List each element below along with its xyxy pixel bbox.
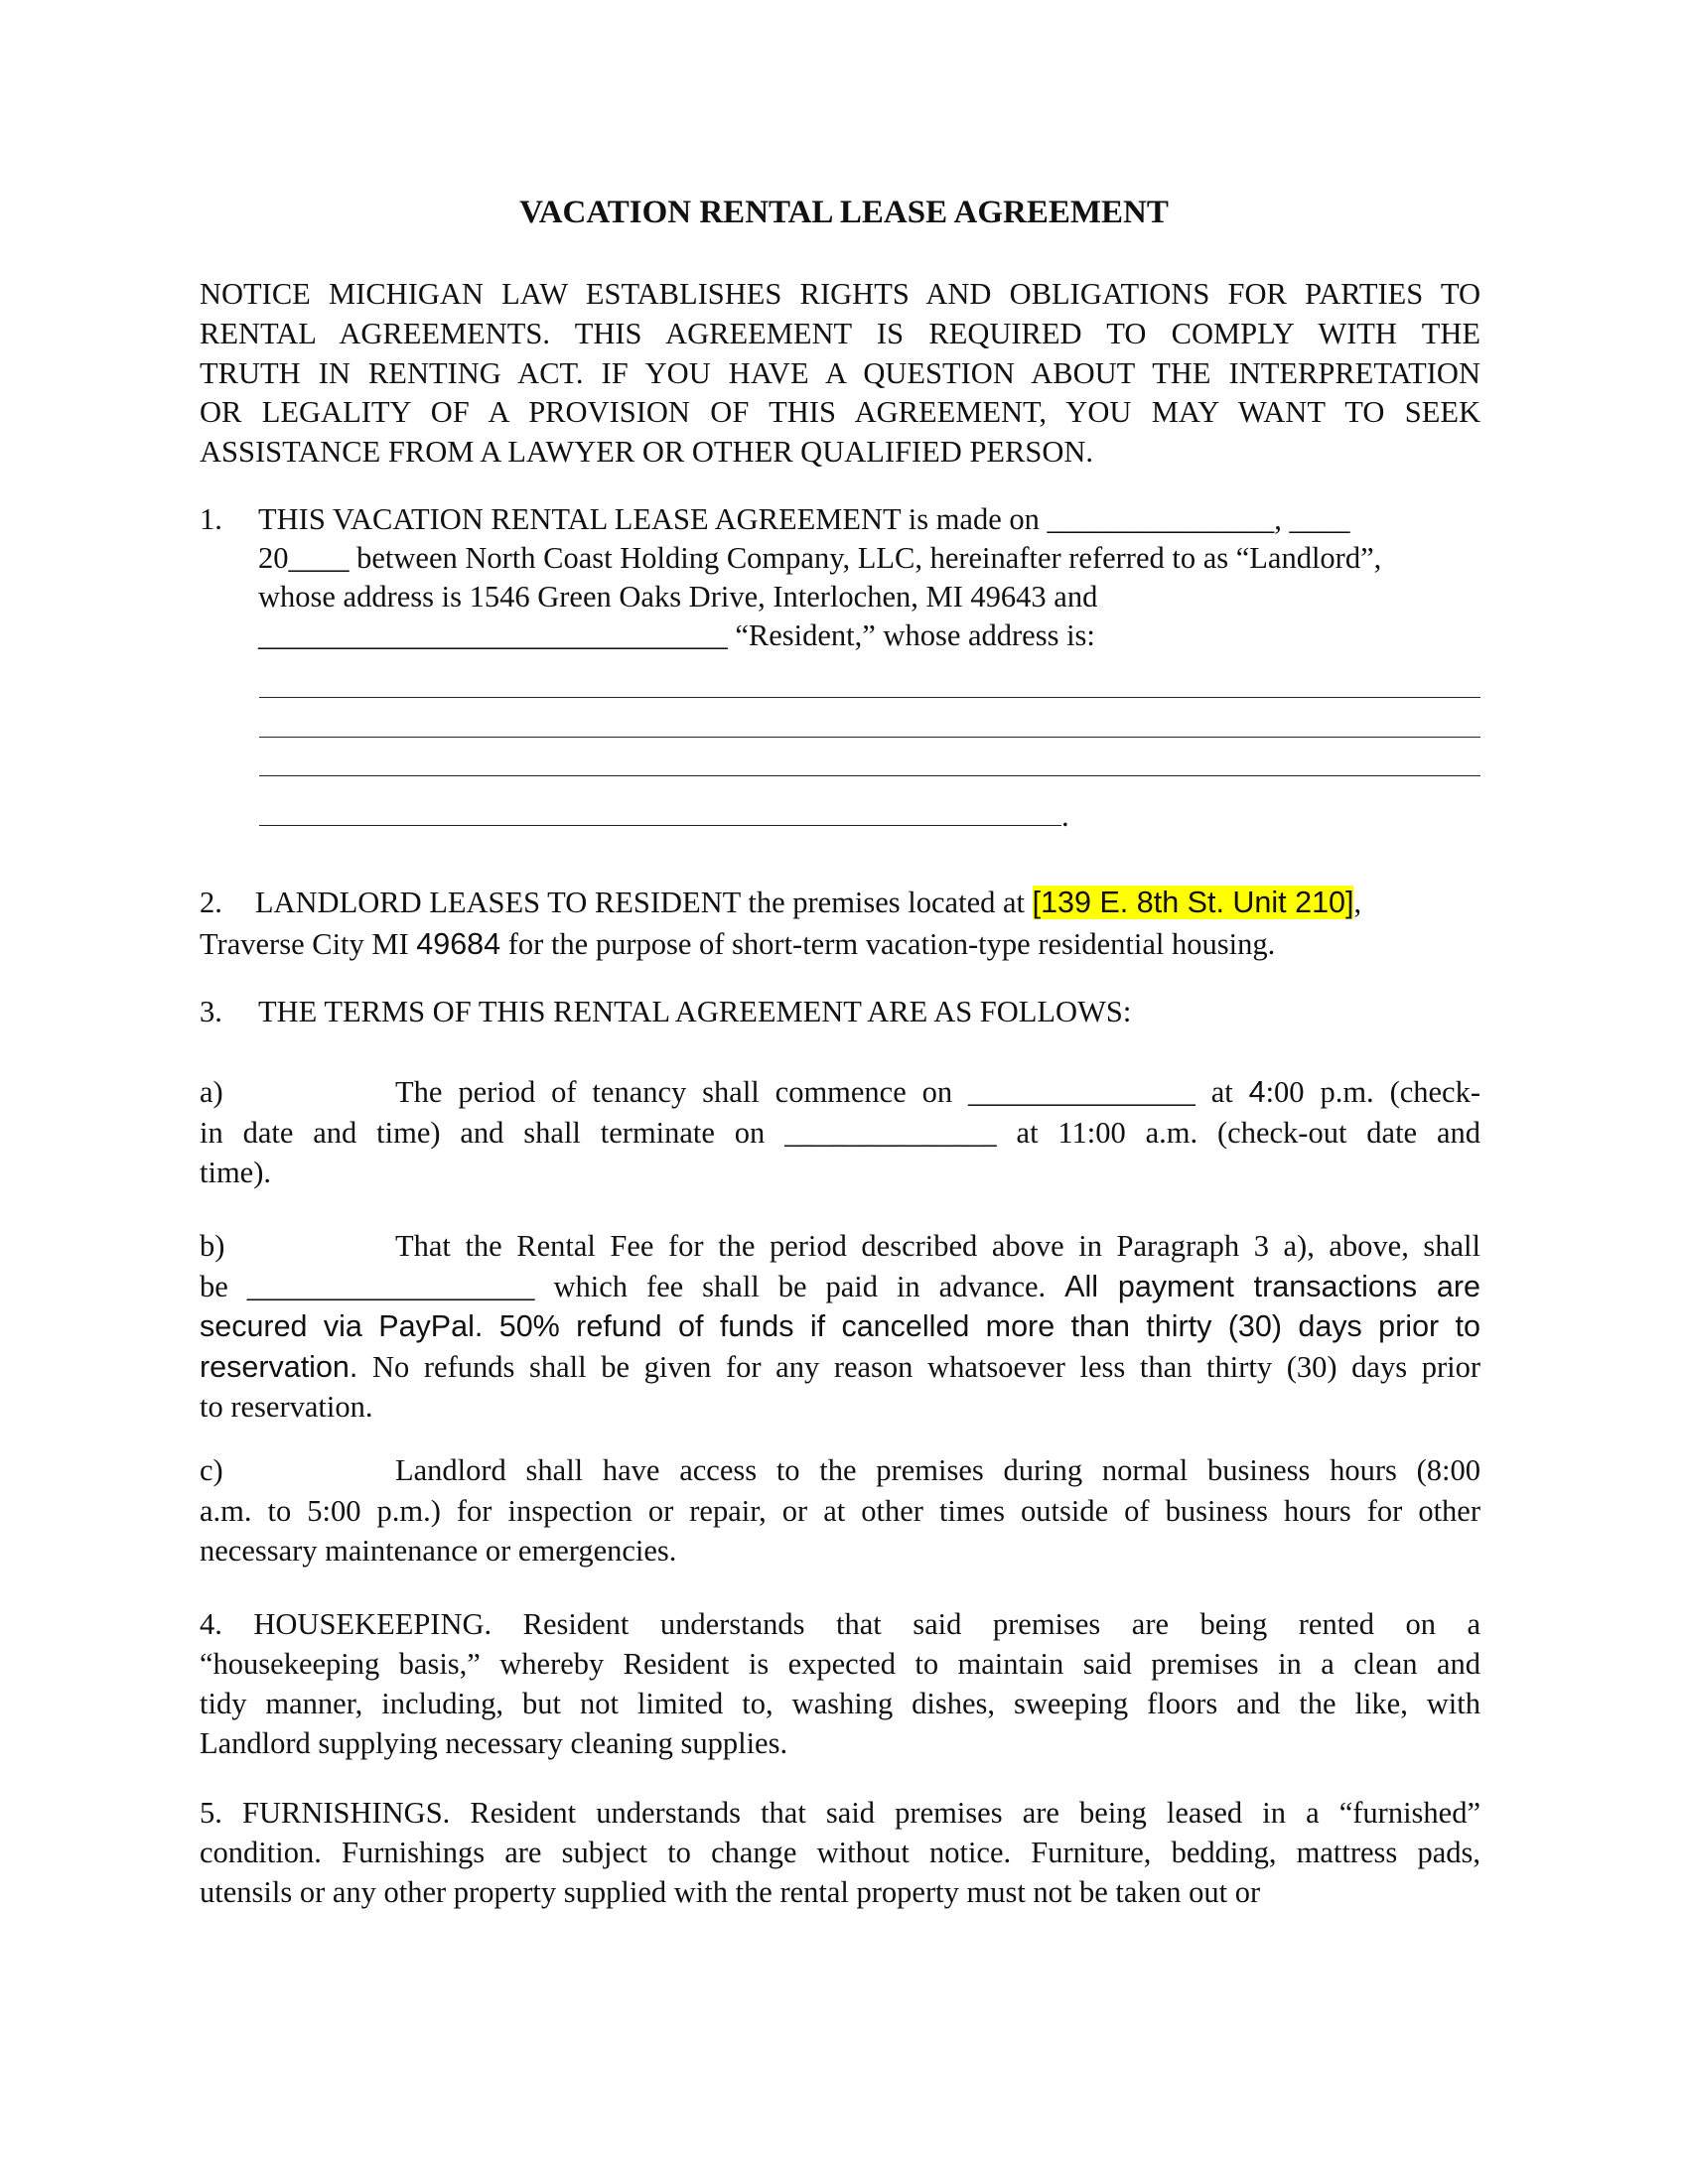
section-5-line: utensils or any other property supplied with the rental property must not be taken out or (200, 1875, 1261, 1910)
address-blank-line[interactable] (259, 737, 1480, 738)
document-title: VACATION RENTAL LEASE AGREEMENT (519, 195, 1169, 230)
section-number: 3. (200, 995, 222, 1028)
section-number: 2. (200, 886, 222, 919)
resident-address-blanks (259, 697, 1480, 815)
clause-a-text: The period of tenancy shall commence on _______________ at (395, 1075, 1249, 1109)
address-blank-line[interactable] (259, 775, 1480, 776)
section-1-line: whose address is 1546 Green Oaks Drive, Interlochen, MI 49643 and (258, 580, 1098, 614)
clause-b-line (200, 1347, 1480, 1388)
notice-line: OR LEGALITY OF A PROVISION OF THIS AGREEMENT, YOU MAY WANT TO SEEK (200, 395, 1480, 430)
section-4-housekeeping (200, 1605, 1480, 1764)
section-number: 1. (200, 502, 222, 536)
section-1-row (200, 618, 1480, 657)
section-2-line-2 (200, 923, 1480, 965)
section-5-line: condition. Furnishings are subject to change without notice. Furniture, bedding, mattress pads, (200, 1836, 1480, 1870)
clause-b-line: secured via PayPal. 50% refund of funds if cancelled more than thirty (30) days prior to (200, 1309, 1480, 1344)
clause-c-line (200, 1450, 1480, 1491)
section-4-line: “housekeeping basis,” whereby Resident is expected to maintain said premises in a clean and (200, 1646, 1480, 1681)
clause-b-text: That the Rental Fee for the period described above in Paragraph 3 a), above, shall (395, 1229, 1480, 1263)
purpose-text: for the purpose of short-term vacation-type residential housing. (500, 927, 1276, 961)
address-blank-line[interactable] (259, 799, 1061, 826)
clause-c-line: necessary maintenance or emergencies. (200, 1534, 677, 1569)
clause-a-line (200, 1072, 1480, 1113)
section-4-line: tidy manner, including, but not limited to, washing dishes, sweeping floors and the like, with (200, 1686, 1480, 1720)
clause-b-text: No refunds shall be given for any reason whatsoever less than thirty (30) days prior (357, 1349, 1480, 1384)
section-2-comma: , (1353, 886, 1362, 919)
notice-line: NOTICE MICHIGAN LAW ESTABLISHES RIGHTS AND OBLIGATIONS FOR PARTIES TO (200, 277, 1480, 311)
clause-a-text: :00 p.m. (check- (1265, 1075, 1480, 1109)
notice-line: ASSISTANCE FROM A LAWYER OR OTHER QUALIFIED PERSON. (200, 435, 1094, 470)
section-1-line: 20____ between North Coast Holding Company, LLC, hereinafter referred to as “Landlord”, (258, 541, 1382, 575)
address-blank-line[interactable] (259, 697, 1480, 698)
clause-b-rental-fee (200, 1226, 1480, 1428)
paypal-text: reservation. (200, 1349, 358, 1384)
section-2-line-1 (200, 882, 1480, 923)
section-1-line: THIS VACATION RENTAL LEASE AGREEMENT is made on _______________, ____ (258, 502, 1350, 536)
clause-c-text: Landlord shall have access to the premises during normal business hours (8:00 (395, 1453, 1480, 1487)
clause-b-line (200, 1226, 1480, 1267)
address-period: . (1061, 799, 1069, 833)
clause-c-line: a.m. to 5:00 p.m.) for inspection or repair, or at other times outside of business hours for other (200, 1493, 1480, 1528)
clause-a-tenancy-period (200, 1072, 1480, 1193)
section-2-lead: LANDLORD LEASES TO RESIDENT the premises located at (254, 886, 1033, 919)
zip-code: 49684 (416, 927, 501, 961)
section-1-row (200, 541, 1480, 580)
clause-label: c) (200, 1453, 223, 1487)
resident-address-last-line (259, 799, 1069, 834)
notice-line: RENTAL AGREEMENTS. THIS AGREEMENT IS REQUIRED TO COMPLY WITH THE (200, 316, 1480, 350)
clause-label: a) (200, 1075, 223, 1109)
resident-name-line: _______________________________ “Resident,” whose address is: (258, 618, 1095, 652)
clause-b-line: to reservation. (200, 1390, 373, 1425)
section-1-row (200, 580, 1480, 618)
city-text: Traverse City MI (200, 927, 417, 961)
section-3-heading: THE TERMS OF THIS RENTAL AGREEMENT ARE AS FOLLOWS: (258, 995, 1132, 1028)
michigan-law-notice (200, 275, 1480, 473)
clause-a-line: time). (200, 1156, 271, 1190)
section-1-first-row (200, 502, 1480, 541)
section-4-line: 4. HOUSEKEEPING. Resident understands that said premises are being rented on a (200, 1607, 1480, 1641)
section-5-furnishings (200, 1793, 1480, 1913)
clause-c-landlord-access (200, 1450, 1480, 1571)
clause-b-text: be ___________________ which fee shall be paid in advance. (200, 1269, 1065, 1303)
section-2-premises (200, 882, 1480, 965)
section-1-agreement-parties (200, 502, 1480, 657)
clause-a-line: in date and time) and shall terminate on ______________ at 11:00 a.m. (check-out date and (200, 1115, 1480, 1150)
checkin-hour: 4 (1248, 1075, 1266, 1109)
notice-line: TRUTH IN RENTING ACT. IF YOU HAVE A QUESTION ABOUT THE INTERPRETATION (200, 355, 1480, 390)
section-4-line: Landlord supplying necessary cleaning supplies. (200, 1725, 788, 1760)
paypal-text: All payment transactions are (1064, 1269, 1480, 1303)
premises-address-highlight: [139 E. 8th St. Unit 210] (1032, 886, 1354, 919)
section-5-line: 5. FURNISHINGS. Resident understands that said premises are being leased in a “furnished” (200, 1796, 1480, 1830)
clause-label: b) (200, 1229, 225, 1263)
clause-b-line (200, 1267, 1480, 1307)
